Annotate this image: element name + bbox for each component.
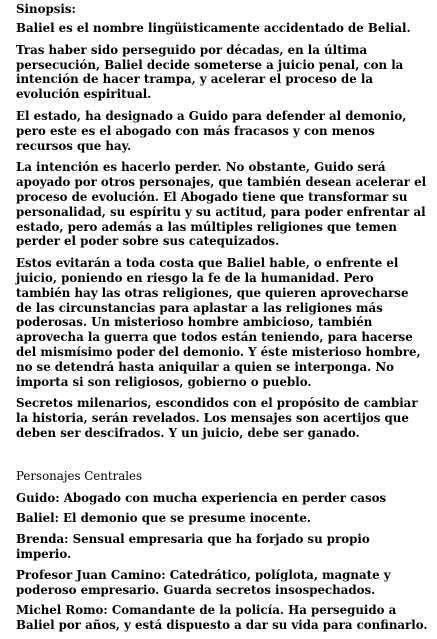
character-entry-juan-camino: Profesor Juan Camino: Catedrático, políglota, magnate y poderoso empresario. Guarda secretos insospechados. [16, 567, 391, 597]
document-body [16, 0, 428, 639]
synopsis-paragraph: Baliel es el nombre lingüisticamente accidentado de Belial. [16, 21, 411, 35]
synopsis-paragraph: La intención es hacerlo perder. No obstante, Guido será apoyado por otros personajes, que también desean acelerar el proceso de evolución. El Abogado tiene que transformar su personalidad, su espíritu y su actitud, para poder enfrentar al estado, pero además a las múltiples religiones que temen perder el poder sobre sus catequizados. [16, 160, 427, 249]
character-entry-michel-romo: Michel Romo: Comandante de la policía. Ha perseguido a Baliel por años, y está dispuesto a dar su vida para confinarlo. [16, 603, 428, 633]
section-spacer [16, 441, 428, 469]
synopsis-paragraph: Estos evitarán a toda costa que Baliel hable, o enfrente el juicio, poniendo en riesgo la fe de la humanidad. Pero también hay las otras religiones, que quieren aprovecharse de las circunstancias para aplastar a las religiones más poderosas. Un misterioso hombre ambicioso, también aprovecha la guerra que todos están teniendo, para hacerse del mismísimo poder del demonio. Y éste misterioso hombre, no se detendrá hasta aniquilar a quien se interponga. No importa si son religiosos, gobierno o pueblo. [16, 256, 421, 389]
synopsis-heading: Sinopsis: [16, 2, 76, 16]
synopsis-paragraph: Tras haber sido perseguido por décadas, en la última persecución, Baliel decide someterse a juicio penal, con la intención de hacer trampa, y acelerar el proceso de la evolución espiritual. [16, 42, 404, 102]
character-entry-baliel: Baliel: El demonio que se presume inocente. [16, 511, 311, 526]
characters-heading: Personajes Centrales [16, 468, 143, 483]
character-entry-guido: Guido: Abogado con mucha experiencia en perder casos [16, 490, 387, 505]
synopsis-paragraph: El estado, ha designado a Guido para defender al demonio, pero este es el abogado con más fracasos y con menos recursos que hay. [16, 108, 407, 153]
character-entry-brenda: Brenda: Sensual empresaria que ha forjado su propio imperio. [16, 532, 370, 561]
synopsis-paragraph: Secretos milenarios, escondidos con el propósito de cambiar la historia, serán revelados. Los mensajes son acertijos que deben ser descifrados. Y un juicio, debe ser ganado. [16, 396, 418, 440]
